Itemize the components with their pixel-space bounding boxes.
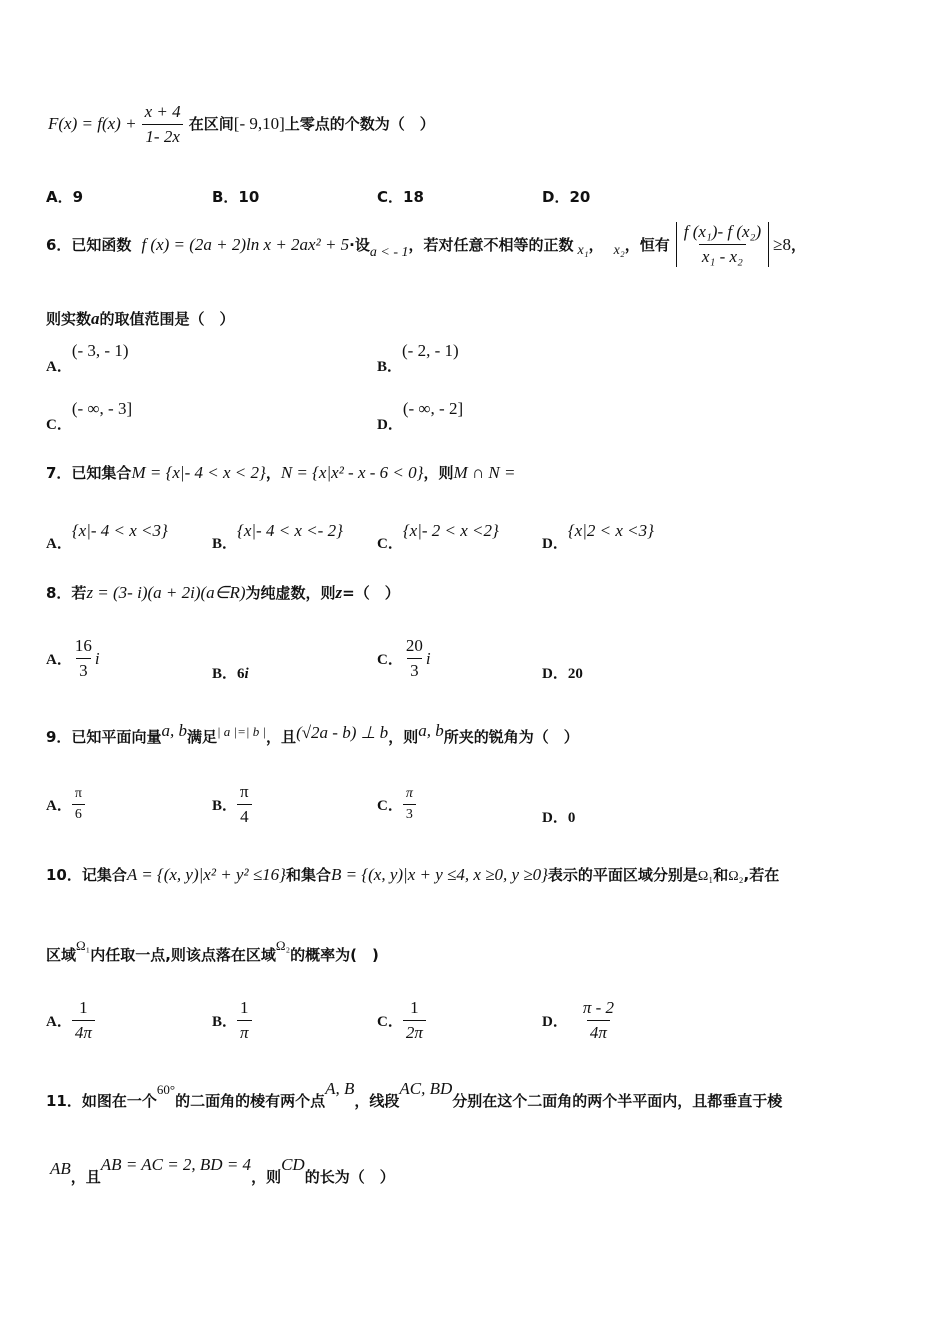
q6-option-b-value: (- 2, - 1) [402,341,459,360]
q10-option-d-den: 4π [587,1020,610,1043]
q9-condition: | a |=| b | [216,724,267,739]
q7-option-c-value: {x|- 2 < x <2} [402,521,499,540]
q10-option-c-den: 2π [403,1020,426,1043]
q6-option-c-value: (- ∞, - 3] [71,399,133,418]
q8-tail: 为纯虚数，则 [245,584,336,602]
q10-he: 和 [713,866,729,884]
q11-stem [46,1079,783,1111]
q10-option-b-den: π [237,1020,252,1043]
q11-t2: ，线段 [354,1092,400,1110]
q9-perp: (√2a - b) ⊥ b [296,723,389,742]
q6-option-a-value: (- 3, - 1) [71,341,129,360]
q5-function-lead: F(x) = f(x) + [48,114,137,133]
q10-omega2-b: Ω₂ [275,938,291,953]
q8-option-b [212,662,249,683]
q11-t5: ，则 [251,1168,282,1186]
q10-number: 10．记集合 [46,866,127,884]
q10-line2-b: 内任取一点,则该点落在区域 [90,946,276,964]
q6-option-a-label: A． [46,359,72,375]
q8-option-a [46,636,100,681]
q7-ze: ，则 [423,464,454,482]
q7-option-d-value: {x|2 < x <3} [567,521,654,540]
q9-option-c-num: π [405,786,413,801]
q6-abs-num: f (x₁)- f (x₂) [683,222,762,241]
q9-option-c [377,786,416,823]
q6-function: f (x) = (2a + 2)ln x + 2ax² + 5 [141,234,350,254]
q5-option-d: D．20 [542,188,591,206]
q11-t3: 分别在这个二面角的两个半平面内，且都垂直于棱 [452,1092,783,1110]
q9-option-c-den: 3 [403,804,416,823]
q8-stem [46,582,400,603]
q10-omega1: Ω₁ [697,869,714,884]
q6-heng: ，恒有 [624,236,670,254]
q6-set: ·设 [349,236,370,254]
q8-option-a-suffix: i [94,648,100,668]
q6-option-d-label: D． [377,417,403,433]
q8-option-c-label: C． [377,652,403,668]
q9-tail: 所夹的锐角为（ ） [443,728,579,746]
q11-values: AB = AC = 2, BD = 4 [100,1155,252,1174]
q6-option-d [377,398,464,433]
q6-stem [46,222,806,267]
q10-option-a-den: 4π [72,1020,95,1043]
q6-comma: ， [588,236,604,254]
q7-option-a [46,520,168,552]
q6-option-a [46,340,129,375]
q7-stem [46,462,515,483]
q8-option-a-num: 16 [74,636,92,655]
q10-option-c [377,998,426,1043]
q6-ge: ≥8 [773,234,791,254]
q9-number: 9．已知平面向量 [46,728,162,746]
q8-option-a-label: A． [46,652,72,668]
q9-option-b-fraction [237,782,252,827]
q10-option-c-num: 1 [410,998,419,1017]
q8-option-c [377,636,431,681]
q10-line2-c: 的概率为( ) [290,946,379,964]
q11-t1: 的二面角的棱有两个点 [175,1092,326,1110]
q9-option-c-fraction [403,786,416,823]
q5-tail: 上零点的个数为（ ） [284,115,435,133]
q10-set-a: A = {(x, y)|x² + y² ≤16} [126,865,286,884]
q7-set-n: N = {x|x² - x - 6 < 0} [280,463,424,482]
q5-stem [48,102,435,147]
q6-option-c [46,398,133,433]
q8-number: 8．若 [46,584,87,602]
q10-option-b-fraction [237,998,252,1043]
q9-option-d [542,806,575,827]
q7-option-b-value: {x|- 4 < x <- 2} [237,521,343,540]
q8-tail2: =（ ） [342,584,400,602]
q9-satisfy: 满足 [186,728,217,746]
q6-option-b-label: B． [377,359,403,375]
q6-condition: a < - 1 [369,244,409,260]
q10-omega2: Ω₂ [728,869,744,884]
q9-vectors-2: a, b [418,721,444,740]
q11-cd: CD [281,1155,305,1174]
q5-option-a: A．9 [46,188,84,206]
q11-ab: AB [50,1159,71,1178]
q6-number: 6．已知函数 [46,236,132,254]
q8-option-b-label: B．6 [212,666,245,682]
q6-x1: x₁ [577,242,589,258]
q6-line2-tail: 的取值范围是（ ） [99,310,235,328]
q6-abs-den: x₁ - x₂ [699,244,746,267]
q9-ze: ，则 [388,728,419,746]
q8-option-a-den: 3 [76,658,91,681]
q6-line2 [46,308,235,329]
q8-option-c-suffix: i [425,648,431,668]
q5-fraction [142,102,184,147]
q10-option-d-label: D． [542,1014,568,1030]
q10-option-c-label: C． [377,1014,403,1030]
q11-number: 11．如图在一个 [46,1092,157,1110]
q7-option-d-label: D． [542,536,568,552]
q10-line2-a: 区域 [46,946,77,964]
q9-option-b-label: B． [212,798,238,814]
q9-option-b [212,782,252,827]
q10-option-c-fraction [403,998,426,1043]
q10-line2 [46,938,379,965]
q7-expression: M ∩ N = [453,463,516,482]
q6-option-b [377,340,459,375]
q9-option-d-label: D．0 [542,810,576,826]
q10-option-a [46,998,95,1043]
q9-stem [46,721,579,747]
q6-abs-fraction [681,222,764,267]
q6-mid: ，若对任意不相等的正数 [408,236,574,254]
q8-option-d [542,662,583,683]
q10-option-d-num: π - 2 [582,998,615,1017]
q8-option-c-num: 20 [405,636,423,655]
q9-option-a [46,786,85,823]
q8-option-a-fraction [72,636,95,681]
q6-end: ， [790,236,806,254]
q5-fraction-num: x + 4 [144,102,181,121]
q5-fraction-den: 1- 2x [142,124,182,147]
q7-option-c-label: C． [377,536,403,552]
q10-option-d-fraction [580,998,617,1043]
q11-t4: ，且 [70,1168,101,1186]
q9-qie: ，且 [266,728,297,746]
q11-degree: 60° [156,1082,176,1097]
q10-stem [46,864,779,885]
q8-option-c-fraction [403,636,426,681]
q10-tail: 表示的平面区域分别是 [547,866,698,884]
q9-vectors: a, b [161,721,187,740]
q5-option-c: C．18 [377,188,424,206]
q7-option-a-value: {x|- 4 < x <3} [71,521,168,540]
q6-abs-value [676,222,769,267]
q9-option-c-label: C． [377,798,403,814]
q8-option-b-suffix: i [244,666,249,682]
q9-option-a-label: A． [46,798,72,814]
q6-option-c-label: C． [46,417,72,433]
q10-option-a-fraction [72,998,95,1043]
q10-option-a-label: A． [46,1014,72,1030]
q7-sep: ， [265,464,281,482]
q9-option-a-den: 6 [72,804,85,823]
q10-option-d [542,998,617,1043]
q8-z: z [335,583,343,602]
q9-option-a-fraction [72,786,85,823]
q7-option-c [377,520,499,552]
q10-and: 和集合 [285,866,331,884]
q7-option-b [212,520,343,552]
q9-option-b-den: 4 [237,804,252,827]
q10-omega1-b: Ω₁ [76,938,91,953]
q11-points: A, B [325,1079,355,1098]
q7-option-a-label: A． [46,536,72,552]
q10-option-b-num: 1 [240,998,249,1017]
q7-number: 7．已知集合 [46,464,132,482]
q7-option-b-label: B． [212,536,238,552]
q5-interval-pre: 在区间 [188,115,234,133]
q5-option-b: B．10 [212,188,260,206]
q10-option-a-num: 1 [79,998,88,1017]
q6-x2: x₂ [613,242,625,258]
q10-tail2: ,若在 [743,866,780,884]
q9-option-a-num: π [74,786,82,801]
q6-line2-text: 则实数 [46,310,92,328]
q9-option-b-num: π [240,782,249,801]
q8-expression: z = (3- i)(a + 2i)(a∈R) [86,583,246,602]
q8-option-c-den: 3 [407,658,422,681]
q7-option-d [542,520,654,552]
q8-option-d-label: D．20 [542,666,583,682]
q6-option-d-value: (- ∞, - 2] [402,399,464,418]
q11-t6: 的长为（ ） [304,1168,395,1186]
q6-var: a [91,309,100,328]
q10-option-b [212,998,252,1043]
q5-interval: [- 9,10] [233,114,285,133]
q10-option-b-label: B． [212,1014,238,1030]
q10-set-b: B = {(x, y)|x + y ≤4, x ≥0, y ≥0} [330,865,548,884]
q7-set-m: M = {x|- 4 < x < 2} [131,463,266,482]
q11-segments: AC, BD [399,1079,453,1098]
q11-line2 [50,1155,395,1186]
